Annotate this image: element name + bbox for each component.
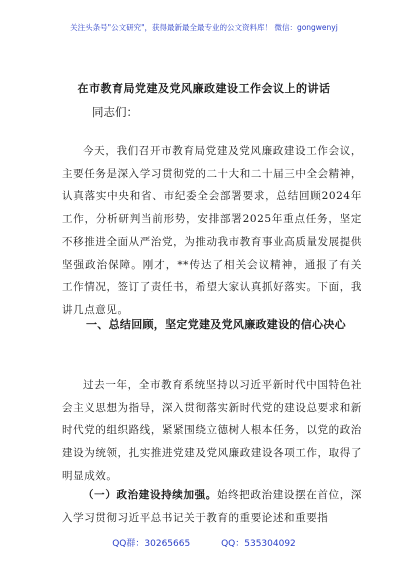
footer-qq-group: QQ群：30265665 [112,539,191,549]
footer-banner [0,536,408,549]
subsection-lead: （一）政治建设持续加强。 [83,489,217,501]
footer-qq: QQ：535304092 [221,539,296,549]
body-paragraph: 今天，我们召开市教育局党建及党风廉政建设工作会议，主要任务是深入学习贯彻党的二十大和二十届三中全会精神，认真落实中央和省、市纪委全会部署要求，总结回顾2024年工作，分析研判当前形势，安排部署2025年重点任务，坚定不移推进全面从严治党，为推动我市教育事业高质量发展提供坚强政治保障。刚才，**传达了相关会议精神，通报了有关工作情况，签订了责任书，希望大家认真抓好落实。下面，我讲几点意见。 [62,145,362,316]
subsection-paragraph [62,484,362,529]
salutation: 同志们： [92,105,138,119]
subsection-text: 始终把政治建设摆在首位，深入学习贯彻习近平总书记关于教育的重要论述和重要指 [62,489,362,524]
header-banner: 关注头条号"公文研究"，获得最新最全最专业的公文资料库！ 微信：gongwenyj [70,23,338,32]
document-title: 在市教育局党建及党风廉政建设工作会议上的讲话 [77,82,331,95]
section-heading: 一、总结回顾，坚定党建及党风廉政建设的信心决心 [86,318,346,331]
body-paragraph: 过去一年，全市教育系统坚持以习近平新时代中国特色社会主义思想为指导，深入贯彻落实新时代党的建设总要求和新时代党的组织路线，紧紧围绕立德树人根本任务，以党的政治建设为统领，扎实推进党建及党风廉政建设各项工作，取得了明显成效。 [62,379,362,482]
